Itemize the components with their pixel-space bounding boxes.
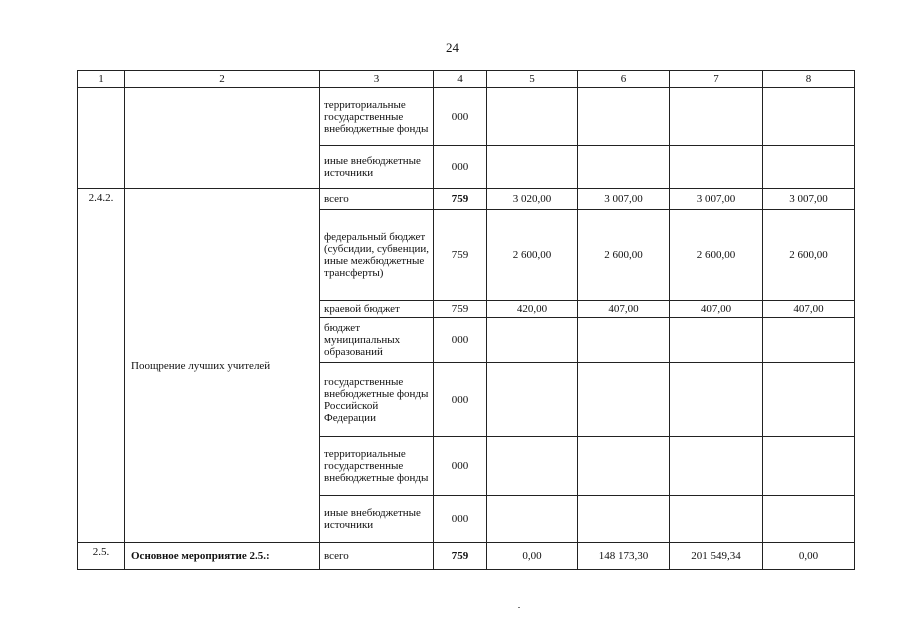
code-cell: 759 <box>434 210 487 301</box>
header-cell: 5 <box>487 71 578 88</box>
code-cell: 759 <box>434 543 487 570</box>
page-number: 24 <box>446 40 459 55</box>
value-cell <box>670 437 763 496</box>
value-cell <box>670 496 763 543</box>
table-row <box>78 543 855 570</box>
value-cell: 148 173,30 <box>578 543 670 570</box>
value-cell <box>763 318 855 363</box>
value-cell <box>578 496 670 543</box>
value-cell <box>578 363 670 437</box>
value-cell <box>670 318 763 363</box>
value-cell <box>487 437 578 496</box>
value-cell: 3 007,00 <box>670 189 763 210</box>
source-cell: государственные внебюджетные фонды Российской Федерации <box>320 363 434 437</box>
code-cell: 000 <box>434 146 487 189</box>
value-cell <box>487 496 578 543</box>
code-cell: 000 <box>434 363 487 437</box>
value-cell: 201 549,34 <box>670 543 763 570</box>
value-cell: 3 020,00 <box>487 189 578 210</box>
value-cell <box>487 88 578 146</box>
header-cell: 1 <box>78 71 125 88</box>
value-cell: 407,00 <box>670 301 763 318</box>
value-cell: 0,00 <box>763 543 855 570</box>
table-row <box>78 88 855 146</box>
source-cell: территориальные государственные внебюджетные фонды <box>320 88 434 146</box>
measure-name: Основное мероприятие 2.5.: <box>125 543 320 570</box>
value-cell <box>578 146 670 189</box>
value-cell: 2 600,00 <box>763 210 855 301</box>
scan-speck <box>518 607 520 608</box>
value-cell <box>487 363 578 437</box>
header-cell: 6 <box>578 71 670 88</box>
code-cell: 000 <box>434 88 487 146</box>
value-cell <box>487 318 578 363</box>
code-cell: 759 <box>434 189 487 210</box>
value-cell: 2 600,00 <box>670 210 763 301</box>
value-cell <box>763 146 855 189</box>
header-cell: 4 <box>434 71 487 88</box>
value-cell <box>763 88 855 146</box>
source-cell: всего <box>320 189 434 210</box>
code-cell: 759 <box>434 301 487 318</box>
source-cell: иные внебюджетные источники <box>320 146 434 189</box>
value-cell <box>763 496 855 543</box>
budget-table <box>77 70 855 570</box>
source-cell: территориальные государственные внебюджетные фонды <box>320 437 434 496</box>
header-cell: 8 <box>763 71 855 88</box>
value-cell: 420,00 <box>487 301 578 318</box>
value-cell: 407,00 <box>763 301 855 318</box>
source-cell: бюджет муниципальных образований <box>320 318 434 363</box>
header-cell: 3 <box>320 71 434 88</box>
value-cell <box>763 363 855 437</box>
source-cell: всего <box>320 543 434 570</box>
name-cell <box>125 88 320 189</box>
header-cell: 7 <box>670 71 763 88</box>
value-cell <box>578 318 670 363</box>
number-cell <box>78 88 125 189</box>
source-cell: краевой бюджет <box>320 301 434 318</box>
table-row <box>78 189 855 210</box>
source-cell: федеральный бюджет (субсидии, субвенции, иные межбюджетные трансферты) <box>320 210 434 301</box>
row-number: 2.4.2. <box>78 189 125 543</box>
value-cell <box>487 146 578 189</box>
row-number: 2.5. <box>78 543 125 570</box>
value-cell: 2 600,00 <box>487 210 578 301</box>
header-cell: 2 <box>125 71 320 88</box>
value-cell: 3 007,00 <box>578 189 670 210</box>
value-cell <box>578 437 670 496</box>
value-cell <box>670 363 763 437</box>
value-cell: 2 600,00 <box>578 210 670 301</box>
value-cell: 3 007,00 <box>763 189 855 210</box>
value-cell <box>670 146 763 189</box>
value-cell <box>578 88 670 146</box>
header-row <box>78 71 855 88</box>
value-cell <box>670 88 763 146</box>
code-cell: 000 <box>434 318 487 363</box>
measure-name: Поощрение лучших учителей <box>125 189 320 543</box>
value-cell: 0,00 <box>487 543 578 570</box>
value-cell <box>763 437 855 496</box>
code-cell: 000 <box>434 496 487 543</box>
source-cell: иные внебюджетные источники <box>320 496 434 543</box>
value-cell: 407,00 <box>578 301 670 318</box>
code-cell: 000 <box>434 437 487 496</box>
